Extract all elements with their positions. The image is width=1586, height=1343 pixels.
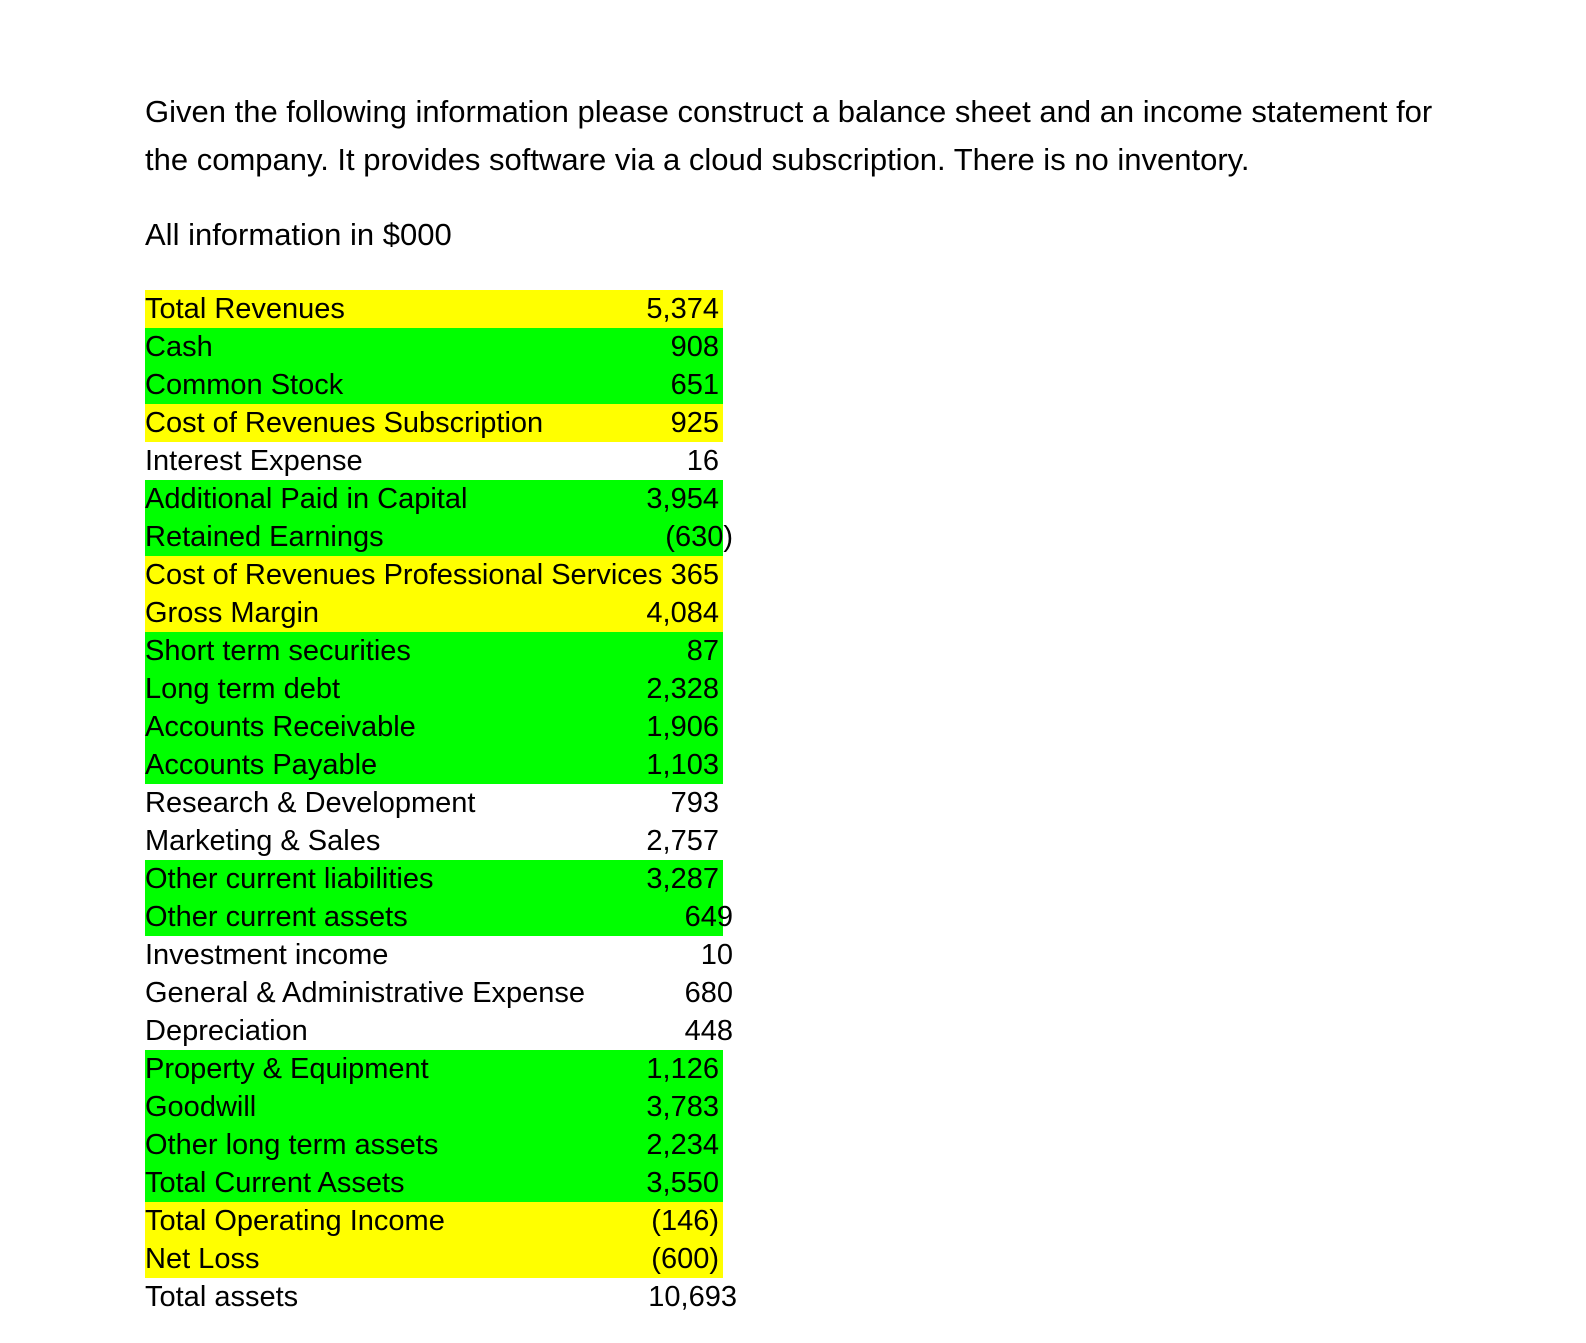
row-label: Cost of Revenues Subscription — [145, 407, 544, 439]
instructions-paragraph: Given the following information please construct a balance sheet and an income statement for the company. It provides software via a cloud subscription. There is no inventory. — [145, 94, 1433, 177]
table-row — [145, 1088, 725, 1126]
row-value: 87 — [686, 635, 719, 667]
row-label: Additional Paid in Capital — [145, 483, 468, 515]
table-row — [145, 898, 733, 936]
row-label: Property & Equipment — [145, 1053, 429, 1085]
table-row — [145, 632, 725, 670]
row-label: Total Revenues — [145, 293, 345, 325]
row-label: Cost of Revenues Professional Services — [145, 559, 663, 591]
row-label: Short term securities — [145, 635, 411, 667]
table-row — [145, 708, 725, 746]
row-label: Other long term assets — [145, 1129, 439, 1161]
row-label: Accounts Receivable — [145, 711, 416, 743]
row-label: Research & Development — [145, 787, 476, 819]
row-value: 925 — [670, 407, 719, 439]
row-label: Gross Margin — [145, 597, 320, 629]
row-label: Marketing & Sales — [145, 825, 381, 857]
row-label: Long term debt — [145, 673, 341, 705]
table-row — [145, 1050, 725, 1088]
table-row — [145, 594, 725, 632]
row-value: (146) — [651, 1205, 719, 1237]
table-row — [145, 442, 725, 480]
row-value: 2,234 — [646, 1129, 719, 1161]
table-row — [145, 1164, 725, 1202]
row-label: Net Loss — [145, 1243, 260, 1275]
row-label: Other current assets — [145, 901, 408, 933]
table-row — [145, 936, 733, 974]
row-label: Common Stock — [145, 369, 344, 401]
table-row — [145, 1012, 733, 1050]
row-value: 10,693 — [648, 1281, 737, 1313]
table-row — [145, 746, 725, 784]
row-value: 2,757 — [646, 825, 719, 857]
table-row — [145, 1202, 725, 1240]
row-value: 3,550 — [646, 1167, 719, 1199]
row-value: 448 — [684, 1015, 733, 1047]
row-label: Total Current Assets — [145, 1167, 405, 1199]
row-value: 680 — [684, 977, 733, 1009]
row-value: 793 — [670, 787, 719, 819]
row-value: 908 — [670, 331, 719, 363]
row-value: 1,103 — [646, 749, 719, 781]
row-value: 651 — [670, 369, 719, 401]
row-label: Cash — [145, 331, 213, 363]
row-label: Retained Earnings — [145, 521, 384, 553]
row-label: Investment income — [145, 939, 389, 971]
row-label: Other current liabilities — [145, 863, 434, 895]
row-value: 10 — [700, 939, 733, 971]
row-value: 1,906 — [646, 711, 719, 743]
row-value: (600) — [651, 1243, 719, 1275]
table-row — [145, 328, 725, 366]
table-row — [145, 366, 725, 404]
table-row — [145, 1278, 737, 1316]
table-row — [145, 670, 725, 708]
table-row — [145, 404, 725, 442]
row-value: 3,954 — [646, 483, 719, 515]
row-label: Depreciation — [145, 1015, 308, 1047]
row-label: Total assets — [145, 1281, 299, 1313]
table-row — [145, 480, 725, 518]
row-label: Total Operating Income — [145, 1205, 445, 1237]
table-row — [145, 974, 733, 1012]
row-value: 5,374 — [646, 293, 719, 325]
table-row — [145, 518, 733, 556]
row-value: 2,328 — [646, 673, 719, 705]
row-value: 1,126 — [646, 1053, 719, 1085]
row-highlight — [145, 328, 723, 366]
row-label: Accounts Payable — [145, 749, 378, 781]
row-value: 3,287 — [646, 863, 719, 895]
table-row — [145, 290, 725, 328]
table-row — [145, 1240, 725, 1278]
table-row — [145, 556, 725, 594]
row-value: 16 — [686, 445, 719, 477]
table-row — [145, 860, 725, 898]
row-label: Goodwill — [145, 1091, 257, 1123]
row-label: General & Administrative Expense — [145, 977, 586, 1009]
row-label: Interest Expense — [145, 445, 363, 477]
row-value: 4,084 — [646, 597, 719, 629]
row-value: 3,783 — [646, 1091, 719, 1123]
units-note: All information in $000 — [145, 217, 452, 252]
row-value: 649 — [684, 901, 733, 933]
table-row — [145, 784, 725, 822]
table-row — [145, 1126, 725, 1164]
row-value: 365 — [670, 559, 719, 591]
table-row — [145, 822, 725, 860]
financial-data-list — [145, 290, 737, 1316]
row-value: (630) — [665, 521, 733, 553]
